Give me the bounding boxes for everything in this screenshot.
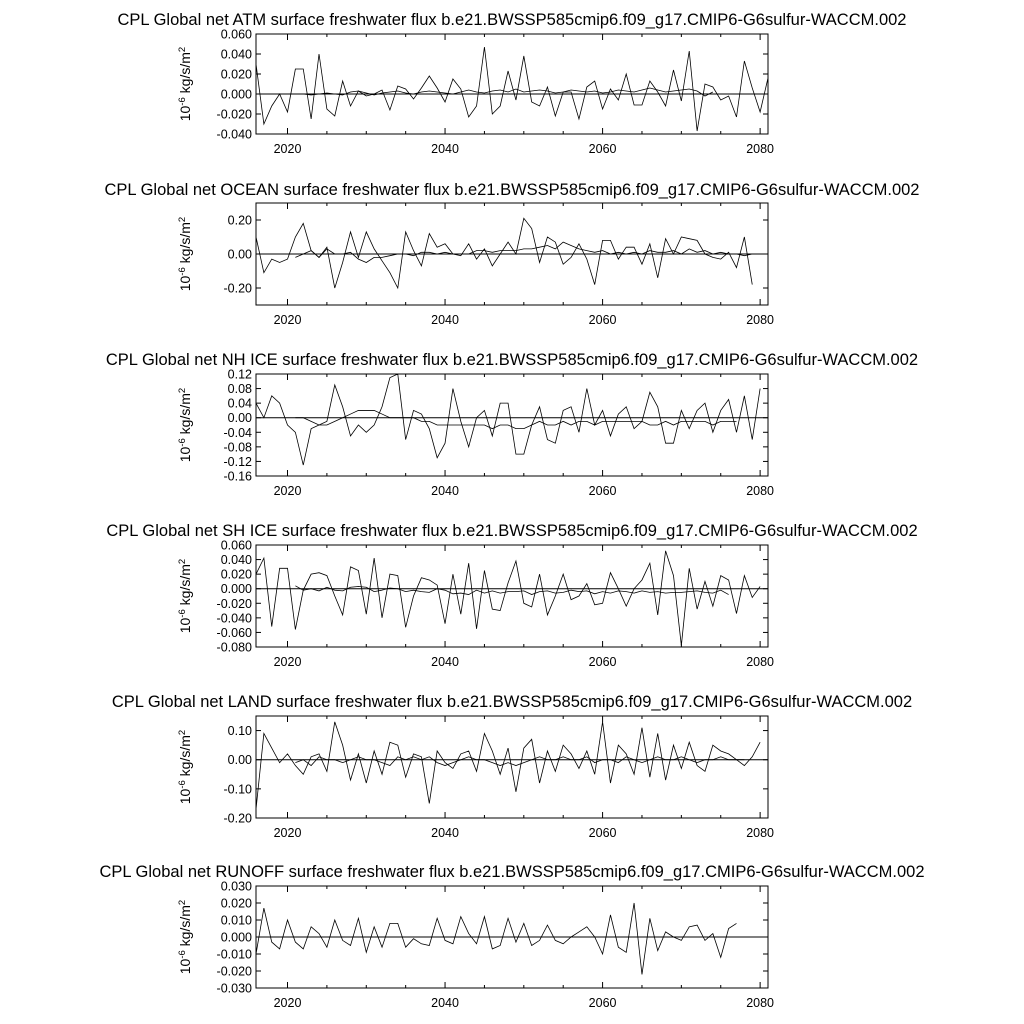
series-line	[295, 410, 736, 428]
chart-panel	[105, 181, 920, 327]
chart-panel	[106, 351, 918, 498]
y-tick-label: 0.12	[227, 367, 252, 382]
y-tick-label: -0.010	[216, 947, 252, 962]
y-tick-label: 0.030	[220, 879, 252, 894]
series-line	[295, 757, 744, 766]
x-tick-label: 2020	[273, 826, 302, 840]
y-tick-label: 0.000	[220, 582, 252, 597]
x-tick-label: 2060	[588, 996, 617, 1010]
y-tick-label: 0.040	[220, 553, 252, 568]
x-tick-label: 2080	[746, 142, 775, 156]
x-tick-label: 2020	[273, 142, 302, 156]
x-tick-label: 2060	[588, 484, 617, 498]
y-tick-label: 0.020	[220, 896, 252, 911]
y-axis-label: $10^{-6}$ $kg/s/m^2$	[177, 899, 193, 975]
y-tick-label: 0.00	[227, 753, 252, 768]
x-tick-label: 2040	[431, 142, 459, 156]
chart-title: CPL Global net NH ICE surface freshwater flux b.e21.BWSSP585cmip6.f09_g17.CMIP6-G6sulfur-WACCM.002	[105, 351, 919, 369]
series-line	[256, 722, 760, 809]
x-tick-label: 2040	[431, 655, 459, 669]
plot-frame	[256, 545, 768, 647]
y-tick-label: 0.040	[220, 47, 252, 62]
y-axis-label: $10^{-6}$ $kg/s/m^2$	[177, 729, 193, 805]
x-tick-label: 2080	[746, 655, 775, 669]
y-tick-label: 0.010	[220, 913, 252, 928]
chart-panel	[112, 693, 912, 840]
chart-title: CPL Global net SH ICE surface freshwater flux b.e21.BWSSP585cmip6.f09_g17.CMIP6-G6sulfur-WACCM.002	[106, 522, 918, 540]
series-line	[256, 903, 736, 974]
y-tick-label: 0.020	[220, 567, 252, 582]
chart-title: CPL Global net OCEAN surface freshwater flux b.e21.BWSSP585cmip6.f09_g17.CMIP6-G6sulfur-WACCM.002	[104, 181, 920, 199]
y-tick-label: -0.12	[223, 454, 252, 469]
y-tick-label: -0.080	[216, 640, 252, 655]
y-tick-label: -0.08	[223, 440, 252, 455]
y-tick-label: -0.20	[223, 281, 252, 296]
y-tick-label: -0.16	[223, 469, 252, 484]
y-tick-label: 0.00	[227, 247, 252, 262]
y-tick-label: -0.030	[216, 981, 252, 996]
chart-title: CPL Global net ATM surface freshwater flux b.e21.BWSSP585cmip6.f09_g17.CMIP6-G6sulfur-WACCM.002	[117, 11, 907, 29]
x-tick-label: 2080	[746, 484, 775, 498]
y-tick-label: -0.060	[216, 625, 252, 640]
x-tick-label: 2060	[588, 655, 617, 669]
x-tick-label: 2040	[431, 484, 459, 498]
series-line	[256, 47, 768, 131]
y-tick-label: -0.10	[223, 782, 252, 797]
y-tick-label: 0.060	[220, 27, 252, 42]
x-tick-label: 2060	[588, 313, 617, 327]
y-tick-label: 0.060	[220, 538, 252, 553]
series-line	[256, 218, 752, 288]
chart-panel	[118, 11, 907, 156]
y-tick-label: -0.020	[216, 596, 252, 611]
x-tick-label: 2040	[431, 313, 459, 327]
x-tick-label: 2020	[273, 484, 302, 498]
x-tick-label: 2060	[588, 142, 617, 156]
chart-panel	[99, 863, 924, 1010]
x-tick-label: 2020	[273, 313, 302, 327]
y-tick-label: -0.020	[216, 964, 252, 979]
x-tick-label: 2040	[431, 826, 459, 840]
x-tick-label: 2020	[273, 655, 302, 669]
x-tick-label: 2040	[431, 996, 459, 1010]
y-tick-label: 0.020	[220, 67, 252, 82]
y-tick-label: -0.040	[216, 611, 252, 626]
x-tick-label: 2060	[588, 826, 617, 840]
x-tick-label: 2020	[273, 996, 302, 1010]
y-tick-label: 0.10	[227, 724, 252, 739]
y-tick-label: -0.040	[216, 127, 252, 142]
y-tick-label: 0.00	[227, 411, 252, 426]
plot-frame	[256, 716, 768, 818]
y-axis-label: $10^{-6}$ $kg/s/m^2$	[177, 46, 193, 122]
y-axis-label: $10^{-6}$ $kg/s/m^2$	[177, 387, 193, 463]
x-tick-label: 2080	[746, 826, 775, 840]
y-axis-label: $10^{-6}$ $kg/s/m^2$	[177, 216, 193, 292]
x-tick-label: 2080	[746, 996, 775, 1010]
chart-title: CPL Global net RUNOFF surface freshwater flux b.e21.BWSSP585cmip6.f09_g17.CMIP6-G6sulfur-WACCM.002	[99, 863, 925, 881]
y-tick-label: 0.000	[220, 930, 252, 945]
y-tick-label: 0.08	[227, 382, 252, 397]
chart-title: CPL Global net LAND surface freshwater flux b.e21.BWSSP585cmip6.f09_g17.CMIP6-G6sulfur-WACCM.002	[111, 693, 913, 711]
y-tick-label: -0.020	[216, 107, 252, 122]
x-tick-label: 2080	[746, 313, 775, 327]
series-line	[295, 586, 728, 595]
y-tick-label: -0.20	[223, 811, 252, 826]
series-line	[256, 374, 760, 465]
y-tick-label: 0.20	[227, 213, 252, 228]
series-line	[295, 242, 752, 262]
chart-panel	[106, 522, 917, 669]
series-line	[256, 551, 760, 646]
y-tick-label: 0.000	[220, 87, 252, 102]
y-axis-label: $10^{-6}$ $kg/s/m^2$	[177, 558, 193, 634]
y-tick-label: 0.04	[227, 396, 252, 411]
y-tick-label: -0.04	[223, 425, 252, 440]
